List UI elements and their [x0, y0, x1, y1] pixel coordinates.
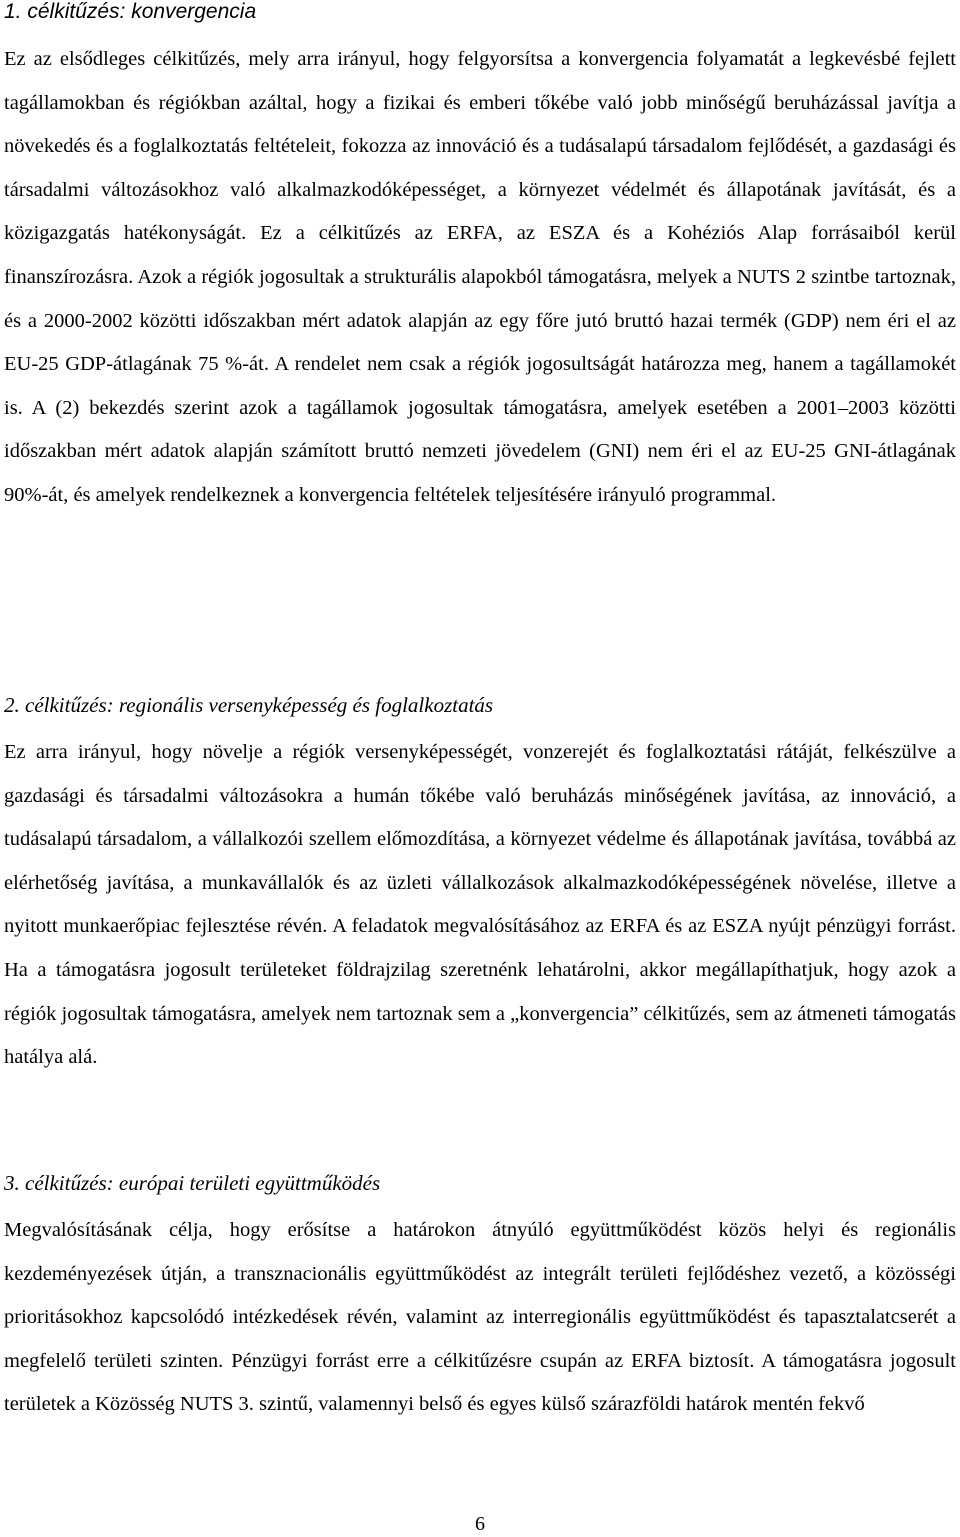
section-heading: 3. célkitűzés: európai területi együttműködés	[4, 1171, 381, 1195]
section-3	[4, 1171, 956, 1427]
section-body: Ez arra irányul, hogy növelje a régiók versenyképességét, vonzerejét és foglalkoztatási rátáját, felkészülve a gazdasági és társadalmi változásokra a humán tőkébe való beruházás minőségének javítása, az innováció, a tudásalapú társadalom, a vállalkozói szellem előmozdítása, a környezet védelme és állapotának javítása, továbbá az elérhetőség javítása, a munkavállalók és az üzleti vállalkozások alkalmazkodóképességének növelése, illetve a nyitott munkaerőpiac fejlesztése révén. A feladatok megvalósításához az ERFA és az ESZA nyújt pénzügyi forrást. Ha a támogatásra jogosult területeket földrajzilag szeretnénk lehatárolni, akkor megállapíthatjuk, hogy azok a régiók jogosultak támogatásra, amelyek nem tartoznak sem a „konvergencia” célkitűzés, sem az átmeneti támogatás hatálya alá.	[4, 741, 956, 1069]
section-1	[4, 0, 956, 518]
section-heading: 1. célkitűzés: konvergencia	[4, 0, 257, 23]
section-2	[4, 693, 956, 1080]
section-heading: 2. célkitűzés: regionális versenyképesség és foglalkoztatás	[4, 693, 494, 717]
section-body: Megvalósításának célja, hogy erősítse a határokon átnyúló együttműködést közös helyi és regionális kezdeményezések útján, a transznacionális együttműködést az integrált területi fejlődéshez vezető, a közösségi prioritásokhoz kapcsolódó intézkedések révén, valamint az interregionális együttműködést és tapasztalatcserét a megfelelő területi szinten. Pénzügyi forrást erre a célkitűzésre csupán az ERFA biztosít. A támogatásra jogosult területek a Közösség NUTS 3. szintű, valamennyi belső és egyes külső szárazföldi határok mentén fekvő	[4, 1219, 956, 1416]
page-number: 6	[475, 1513, 485, 1535]
section-body: Ez az elsődleges célkitűzés, mely arra irányul, hogy felgyorsítsa a konvergencia folyamatát a legkevésbé fejlett tagállamokban és régiókban azáltal, hogy a fizikai és emberi tőkébe való jobb minőségű beruházással javítja a növekedés és a foglalkoztatás feltételeit, fokozza az innováció és a tudásalapú társadalom fejlődését, a gazdasági és társadalmi változásokhoz való alkalmazkodóképességet, a környezet védelmét és állapotának javítását, és a közigazgatás hatékonyságát. Ez a célkitűzés az ERFA, az ESZA és a Kohéziós Alap forrásaiból kerül finanszírozásra. Azok a régiók jogosultak a strukturális alapokból támogatásra, melyek a NUTS 2 szintbe tartoznak, és a 2000-2002 közötti időszakban mért adatok alapján az egy főre jutó bruttó hazai termék (GDP) nem éri el az EU-25 GDP-átlagának 75 %-át. A rendelet nem csak a régiók jogosultságát határozza meg, hanem a tagállamokét is. A (2) bekezdés szerint azok a tagállamok jogosultak támogatásra, amelyek esetében a 2001–2003 közötti időszakban mért adatok alapján számított bruttó nemzeti jövedelem (GNI) nem éri el az EU-25 GNI-átlagának 90%-át, és amelyek rendelkeznek a konvergencia feltételek teljesítésére irányuló programmal.	[4, 48, 956, 506]
